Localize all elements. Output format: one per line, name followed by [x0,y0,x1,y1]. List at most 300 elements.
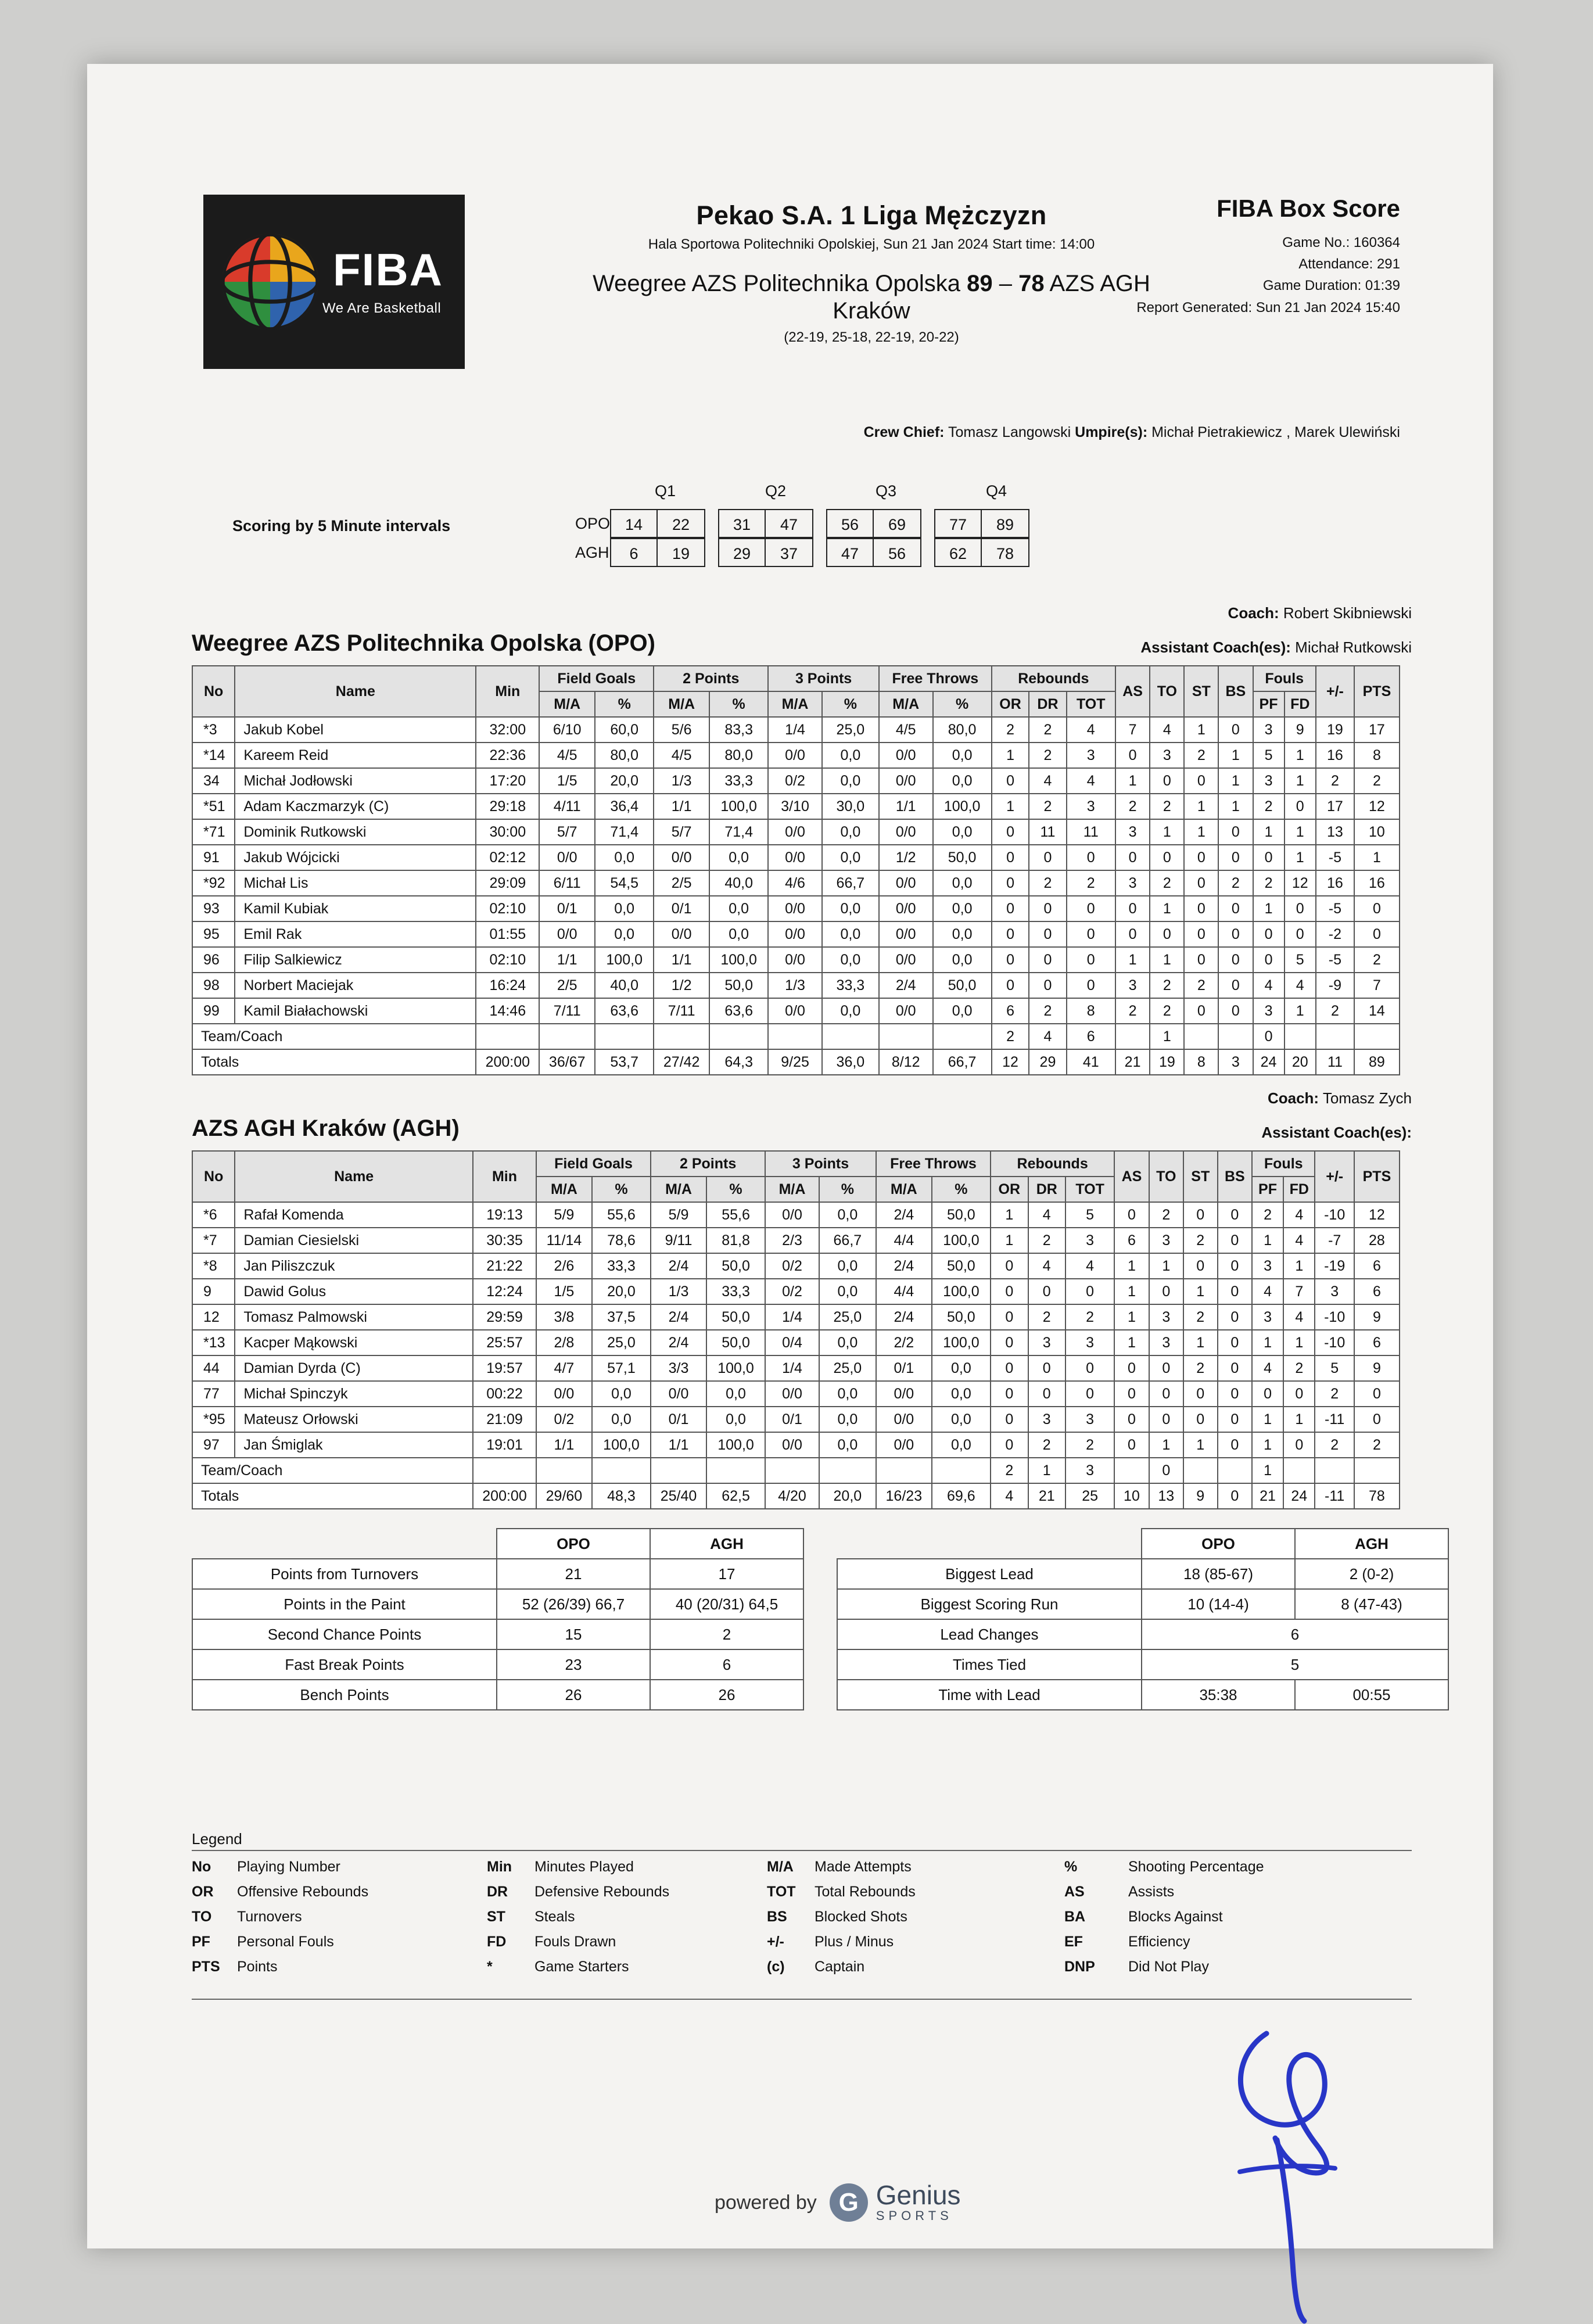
stat-cell-p2p: 0,0 [706,1407,765,1432]
table-row [192,1355,1400,1381]
table-row [192,794,1400,819]
total-cell-ft: 16/23 [876,1483,932,1509]
legend-key: Min [487,1859,512,1875]
stat-cell-p2: 2/5 [654,870,709,896]
box-score-page [87,64,1493,2248]
stat-cell-ft: 0/0 [879,768,933,794]
stat-cell-pts: 10 [1354,819,1400,845]
total-cell-ftp: 69,6 [932,1483,991,1509]
stat-cell-fg: 0/2 [536,1407,592,1432]
stat-cell-fd: 1 [1283,1253,1315,1279]
stat-cell-pm: 16 [1316,870,1354,896]
stat-cell-p3p: 0,0 [819,1330,876,1355]
stat-cell-min: 00:22 [473,1381,536,1407]
th-3p-ma: M/A [768,691,822,717]
stat-cell-pm: 2 [1315,1432,1354,1458]
table-row [192,1330,1400,1355]
stat-cell-as: 0 [1114,1407,1149,1432]
stat-cell-pts: 9 [1354,1355,1400,1381]
th-dr: DR [1028,1177,1065,1202]
stat-cell-pf: 2 [1252,1202,1283,1228]
player-number: *6 [192,1202,235,1228]
stat-cell-fd: 2 [1283,1355,1315,1381]
stat-cell-or: 2 [992,717,1029,743]
coach-label: Coach: [1228,604,1279,622]
stat-cell-pm: 5 [1315,1355,1354,1381]
stat-cell-or: 2 [991,1458,1028,1483]
stat-cell-fgp: 37,5 [592,1304,651,1330]
total-cell-to: 19 [1150,1049,1184,1075]
stat-cell-ft: 2/2 [876,1330,932,1355]
table-row [192,1304,1400,1330]
stat-cell-as: 0 [1114,1432,1149,1458]
stat-cell-pf: 4 [1252,1279,1283,1304]
stat-cell-blank [595,1024,654,1049]
stat-cell-to: 0 [1150,921,1184,947]
th-fd: FD [1283,1177,1315,1202]
quarter-label-q1: Q1 [654,482,676,500]
stat-cell-bs: 0 [1218,1228,1252,1253]
legend-key: OR [192,1884,214,1900]
stat-cell-p3p: 0,0 [819,1432,876,1458]
stat-cell-pm: 2 [1316,998,1354,1024]
stat-cell-as: 0 [1114,1381,1149,1407]
stat-cell-fgp: 25,0 [592,1330,651,1355]
stat-cell-pf: 3 [1253,998,1285,1024]
legend-value: Blocks Against [1128,1909,1223,1925]
legend-value: Game Starters [534,1959,629,1975]
stat-cell-p2p: 0,0 [706,1381,765,1407]
agh-coach-block [192,1089,1412,1107]
stat-cell-dr: 2 [1029,870,1066,896]
legend-divider [192,1850,1412,1851]
stat-cell-p2p: 100,0 [709,947,768,973]
stat-cell-st: 2 [1184,743,1218,768]
stat-cell-p2p: 100,0 [709,794,768,819]
stat-cell-fg: 2/8 [536,1330,592,1355]
stat-cell-pf: 0 [1253,845,1285,870]
stat-cell-as: 0 [1115,743,1150,768]
stat-cell-bs [1218,1458,1252,1483]
legend-key: M/A [767,1859,794,1875]
signature [1179,1999,1423,2324]
score-cell: 47 [826,538,874,567]
stat-cell-blank [765,1458,819,1483]
stat-cell-fd: 0 [1285,921,1316,947]
total-cell-bs: 0 [1218,1483,1252,1509]
player-name: Tomasz Palmowski [235,1304,473,1330]
legend-value: Playing Number [237,1859,340,1875]
agh-title-row [192,1116,1412,1142]
stat-cell-p2p: 80,0 [709,743,768,768]
stat-cell-p2: 4/5 [654,743,709,768]
player-number: *13 [192,1330,235,1355]
away-team-name: AZS AGH [1049,271,1150,296]
stat-cell-fgp: 20,0 [592,1279,651,1304]
player-number: 9 [192,1279,235,1304]
th-min: Min [476,666,539,717]
stats-row-value-home: 10 (14-4) [1142,1589,1295,1619]
document-header [203,195,1400,386]
stat-cell-blank [933,1024,992,1049]
stat-cell-as: 1 [1114,1304,1149,1330]
legend-key: AS [1064,1884,1085,1900]
stat-cell-bs: 0 [1218,845,1253,870]
away-score: 78 [1018,271,1045,296]
stat-cell-as: 1 [1115,768,1150,794]
th-bs: BS [1218,1151,1252,1202]
score-cell: 77 [934,509,982,538]
stat-cell-bs: 0 [1218,1330,1252,1355]
stat-cell-p3: 0/2 [768,768,822,794]
stat-cell-blank [654,1024,709,1049]
stat-cell-p3p: 66,7 [822,870,879,896]
fiba-tagline: We Are Basketball [322,300,442,316]
stat-cell-fd: 1 [1285,743,1316,768]
total-cell-p3: 9/25 [768,1049,822,1075]
table-row [192,896,1400,921]
stat-cell-p2p: 0,0 [709,921,768,947]
player-name: Kamil Kubiak [235,896,476,921]
stat-cell-p3p: 0,0 [822,921,879,947]
total-cell-p3p: 20,0 [819,1483,876,1509]
stat-cell-as: 3 [1115,870,1150,896]
player-name: Jan Piliszczuk [235,1253,473,1279]
stat-cell-tot: 3 [1065,1407,1114,1432]
stat-cell-tot: 2 [1067,870,1115,896]
legend-value: Minutes Played [534,1859,634,1875]
stat-cell-st: 2 [1183,1228,1218,1253]
total-cell-ft: 8/12 [879,1049,933,1075]
stats-row-value-home: 18 (85-67) [1142,1559,1295,1589]
stats-row-value-away: 26 [650,1680,803,1710]
stat-cell-fgp: 20,0 [595,768,654,794]
player-number: *3 [192,717,235,743]
stat-cell-to: 1 [1149,1432,1183,1458]
legend-title: Legend [192,1830,242,1848]
stat-cell-st: 0 [1183,1253,1218,1279]
stat-cell-tot: 0 [1065,1381,1114,1407]
th-pf: PF [1253,691,1285,717]
stat-cell-ft: 2/4 [876,1304,932,1330]
stat-cell-p3: 0/0 [768,896,822,921]
box-score-title: FIBA Box Score [1217,195,1400,222]
total-cell-pts: 89 [1354,1049,1400,1075]
stat-cell-fg: 1/1 [536,1432,592,1458]
stat-cell-ftp: 80,0 [933,717,992,743]
assistant-coach-name: Michał Rutkowski [1295,639,1412,656]
stat-cell-dr: 4 [1029,1024,1066,1049]
legend-key: ST [487,1909,505,1925]
stat-cell-p2p: 100,0 [706,1432,765,1458]
stat-cell-st: 1 [1183,1279,1218,1304]
legend-key: BA [1064,1909,1086,1925]
legend-value: Turnovers [237,1909,302,1925]
quarter-label-q2: Q2 [765,482,787,500]
stat-cell-ft: 2/4 [879,973,933,998]
stats-row [192,1559,803,1589]
score-cell: 89 [982,509,1029,538]
stat-cell-ft: 4/5 [879,717,933,743]
stat-cell-ft: 1/2 [879,845,933,870]
player-number: 77 [192,1381,235,1407]
stat-cell-dr: 0 [1029,947,1066,973]
crew-chief-name: Tomasz Langowski [948,424,1071,440]
player-name: Kamil Białachowski [235,998,476,1024]
stat-cell-pf: 1 [1253,819,1285,845]
stat-cell-ftp: 50,0 [933,973,992,998]
opo-assistant-coach [1140,639,1412,657]
stat-cell-p3p: 25,0 [819,1355,876,1381]
legend-value: Points [237,1959,278,1975]
legend-value: Did Not Play [1128,1959,1209,1975]
stat-cell-bs: 0 [1218,896,1253,921]
th-dr: DR [1029,691,1066,717]
quarter-label-q3: Q3 [875,482,897,500]
stat-cell-dr: 2 [1029,717,1066,743]
legend-value: Efficiency [1128,1934,1190,1950]
stat-cell-blank [768,1024,822,1049]
stat-cell-p2: 2/4 [651,1304,706,1330]
legend-value: Blocked Shots [815,1909,907,1925]
stat-cell-tot: 0 [1065,1279,1114,1304]
player-name: Jan Śmiglak [235,1432,473,1458]
legend-value: Made Attempts [815,1859,912,1875]
th-2p-ma: M/A [651,1177,706,1202]
stat-cell-blank [822,1024,879,1049]
genius-sports-logo [830,2182,961,2223]
th-or: OR [992,691,1029,717]
player-number: 98 [192,973,235,998]
stat-cell-tot: 3 [1067,794,1115,819]
stat-cell-fg: 2/6 [536,1253,592,1279]
legend-key: BS [767,1909,787,1925]
stat-cell-pts: 17 [1354,717,1400,743]
stat-cell-as: 7 [1115,717,1150,743]
total-cell-pf: 21 [1252,1483,1283,1509]
fiba-wordmark: FIBA [333,244,443,295]
total-cell-pts: 78 [1354,1483,1400,1509]
player-number: *95 [192,1407,235,1432]
stat-cell-fd: 4 [1283,1228,1315,1253]
stat-cell-tot: 11 [1067,819,1115,845]
stat-cell-fd: 0 [1285,794,1316,819]
stats-header-row [837,1529,1448,1559]
legend-key: FD [487,1934,507,1950]
stat-cell-as [1115,1024,1150,1049]
stat-cell-fd: 5 [1285,947,1316,973]
stat-cell-pm: -5 [1316,947,1354,973]
stat-cell-ftp: 0,0 [932,1407,991,1432]
total-cell-tot: 41 [1067,1049,1115,1075]
stats-row [192,1589,803,1619]
player-name: Emil Rak [235,921,476,947]
stat-cell-pf: 3 [1253,768,1285,794]
stat-cell-p2: 2/4 [651,1330,706,1355]
legend-value: Total Rebounds [815,1884,916,1900]
stat-cell-pts: 7 [1354,973,1400,998]
player-name: Norbert Maciejak [235,973,476,998]
stat-cell-fg: 6/11 [539,870,595,896]
stat-cell-p2: 5/9 [651,1202,706,1228]
stat-cell-p3: 1/4 [765,1304,819,1330]
total-cell-fgp: 48,3 [592,1483,651,1509]
player-number: 91 [192,845,235,870]
stat-cell-pm: 16 [1316,743,1354,768]
stat-cell-tot: 4 [1065,1253,1114,1279]
legend-value: Assists [1128,1884,1175,1900]
stat-cell-ft: 0/0 [879,870,933,896]
stats-row-label: Biggest Lead [837,1559,1142,1589]
stat-cell-bs: 0 [1218,921,1253,947]
player-number: 93 [192,896,235,921]
stat-cell-p3p: 30,0 [822,794,879,819]
stats-row-value-home: 35:38 [1142,1680,1295,1710]
stat-cell-p2p: 50,0 [709,973,768,998]
stat-cell-fd: 1 [1285,768,1316,794]
stat-cell-tot: 4 [1067,717,1115,743]
stats-corner [837,1529,1142,1559]
stat-cell-p2: 1/2 [654,973,709,998]
stat-cell-p2p: 81,8 [706,1228,765,1253]
th-two-points: 2 Points [654,666,768,691]
stat-cell-p2: 5/6 [654,717,709,743]
stat-cell-to: 0 [1149,1355,1183,1381]
stat-cell-pf: 1 [1252,1432,1283,1458]
total-cell-or: 4 [991,1483,1028,1509]
stat-cell-fg: 0/0 [539,921,595,947]
stat-cell-p3p: 0,0 [819,1381,876,1407]
stat-cell-bs: 0 [1218,1407,1252,1432]
stat-cell-ftp: 0,0 [933,768,992,794]
stat-cell-pm: 17 [1316,794,1354,819]
stat-cell-fg: 7/11 [539,998,595,1024]
table-row [192,921,1400,947]
legend-key: No [192,1859,211,1875]
stat-cell-to: 1 [1149,1253,1183,1279]
stat-cell-st: 0 [1184,896,1218,921]
th-field-goals: Field Goals [536,1151,651,1177]
stat-cell-fd: 7 [1283,1279,1315,1304]
stats-row [192,1680,803,1710]
stat-cell-or: 0 [992,870,1029,896]
stat-cell-st: 2 [1184,973,1218,998]
stat-cell-min: 19:01 [473,1432,536,1458]
stat-cell-pf: 0 [1252,1381,1283,1407]
player-number: 44 [192,1355,235,1381]
stat-cell-or: 1 [991,1228,1028,1253]
stats-row-value-home: 15 [497,1619,650,1649]
player-name: Adam Kaczmarzyk (C) [235,794,476,819]
stat-cell-p2: 3/3 [651,1355,706,1381]
score-cell: 78 [982,538,1029,567]
stat-cell-fd: 0 [1283,1381,1315,1407]
player-name: Michał Jodłowski [235,768,476,794]
assistant-coach-label: Assistant Coach(es): [1261,1124,1412,1141]
stat-cell-p3p: 0,0 [822,998,879,1024]
th-st: ST [1183,1151,1218,1202]
stat-cell-as: 3 [1115,819,1150,845]
th-3p-pct: % [822,691,879,717]
legend-key: PF [192,1934,210,1950]
totals-row [192,1049,1400,1075]
stat-cell-pts: 0 [1354,1381,1400,1407]
legend-key: +/- [767,1934,784,1950]
stat-cell-bs: 0 [1218,819,1253,845]
th-fd: FD [1285,691,1316,717]
stats-row-value-home: 26 [497,1680,650,1710]
player-name: Michał Lis [235,870,476,896]
stat-cell-st: 1 [1184,717,1218,743]
stat-cell-p2: 0/1 [651,1407,706,1432]
stat-cell-dr: 2 [1029,743,1066,768]
stat-cell-blank [539,1024,595,1049]
stats-row [192,1649,803,1680]
total-cell-fg: 36/67 [539,1049,595,1075]
stat-cell-to: 3 [1149,1330,1183,1355]
stat-cell-pm: 3 [1315,1279,1354,1304]
home-score: 89 [967,271,993,296]
genius-mark-icon: G [830,2183,868,2222]
stat-cell-min: 30:35 [473,1228,536,1253]
stat-cell-fd: 4 [1283,1304,1315,1330]
legend-value: Personal Fouls [237,1934,334,1950]
stat-cell-bs: 0 [1218,717,1253,743]
totals-label: Totals [192,1049,476,1075]
table-row [192,819,1400,845]
player-name: Damian Dyrda (C) [235,1355,473,1381]
stat-cell-to: 0 [1150,768,1184,794]
stat-cell-ftp: 0,0 [933,819,992,845]
stat-cell-to: 2 [1150,794,1184,819]
stat-cell-p2p: 55,6 [706,1202,765,1228]
away-team-city: Kraków [833,298,910,324]
player-number: 97 [192,1432,235,1458]
scoring-row-agh [575,538,1042,567]
th-fouls: Fouls [1253,666,1316,691]
stat-cell-min: 32:00 [476,717,539,743]
stat-cell-p2: 0/0 [654,845,709,870]
stat-cell-blank [536,1458,592,1483]
stat-cell-pf: 3 [1252,1253,1283,1279]
stat-cell-pts: 8 [1354,743,1400,768]
stat-cell-to: 4 [1150,717,1184,743]
score-cell: 6 [610,538,658,567]
stat-cell-p3: 0/0 [768,845,822,870]
stat-cell-to: 1 [1150,819,1184,845]
stat-cell-ft: 0/0 [876,1432,932,1458]
th-pts: PTS [1354,1151,1400,1202]
stat-cell-dr: 4 [1028,1253,1065,1279]
period-scores: (22-19, 25-18, 22-19, 20-22) [784,329,959,346]
stat-cell-dr: 2 [1028,1432,1065,1458]
stat-cell-fg: 0/0 [539,845,595,870]
stats-row-label: Bench Points [192,1680,497,1710]
table-row [192,1432,1400,1458]
team-coach-row [192,1458,1400,1483]
table-row [192,1202,1400,1228]
stat-cell-pf: 1 [1252,1330,1283,1355]
stat-cell-or: 1 [991,1202,1028,1228]
stats-row-value-away: 40 (20/31) 64,5 [650,1589,803,1619]
stat-cell-dr: 1 [1028,1458,1065,1483]
stat-cell-tot: 0 [1067,973,1115,998]
legend-value: Steals [534,1909,575,1925]
legend-key: DR [487,1884,508,1900]
total-cell-fd: 24 [1283,1483,1315,1509]
th-tot: TOT [1067,691,1115,717]
total-cell-p2: 27/42 [654,1049,709,1075]
